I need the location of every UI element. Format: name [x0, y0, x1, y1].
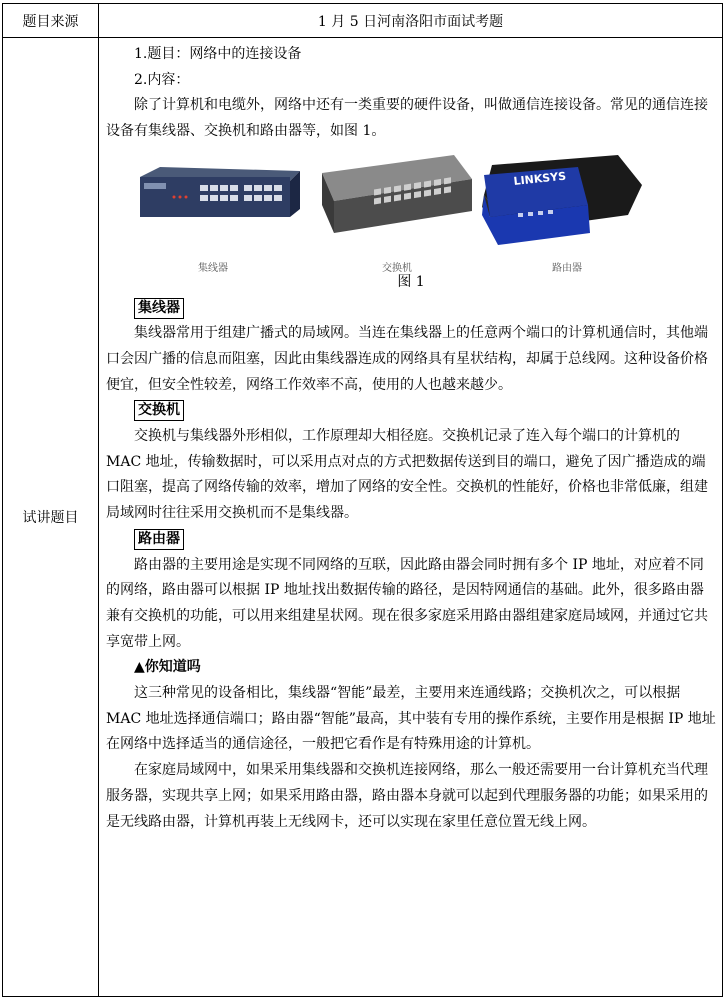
- content-cell: [99, 38, 723, 997]
- know-heading: ▲你知道吗: [134, 659, 201, 676]
- know-paragraph-1: 这三种常见的设备相比，集线器“智能”最差，主要用来连通线路；交换机次之，可以根据 MAC 地址选择通信端口；路由器“智能”最高，其中装有专用的操作系统，主要作用是根据 IP 地址在网络中选择适当的通信途径，一般把它看作是有特殊用途的计算机。: [106, 685, 716, 753]
- switch-image: [314, 155, 474, 240]
- know-paragraph-2: 在家庭局域网中，如果采用集线器和交换机连接网络，那么一般还需要用一台计算机充当代理服务器，实现共享上网；如果采用路由器，路由器本身就可以起到代理服务器的功能；如果采用的是无线路由器，计算机再装上无线网卡，还可以实现在家里任意位置无线上网。: [106, 762, 708, 830]
- switch-heading: 交换机: [134, 400, 184, 421]
- hub-heading: 集线器: [134, 298, 184, 319]
- hub-image: [140, 167, 300, 227]
- intro-paragraph: 除了计算机和电缆外，网络中还有一类重要的硬件设备，叫做通信连接设备。常见的通信连接设备有集线器、交换机和路由器等，如图 1。: [106, 97, 708, 140]
- content-row: [3, 38, 723, 997]
- header-source-label: 题目来源: [3, 4, 99, 38]
- header-source-value: 1 月 5 日河南洛阳市面试考题: [99, 4, 723, 38]
- router-image: [478, 155, 643, 247]
- header-row: [3, 4, 723, 38]
- switch-paragraph: 交换机与集线器外形相似，工作原理却大相径庭。交换机记录了连入每个端口的计算机的 MAC 地址，传输数据时，可以采用点对点的方式把数据传送到目的端口，避免了因广播造成的端口阻塞，提高了网络传输的效率，增加了网络的安全性。交换机的性能好，价格也非常低廉，组建局域网时往往采用交换机而不是集线器。: [106, 428, 708, 522]
- document-page: [2, 3, 723, 996]
- lesson-table: [2, 3, 723, 997]
- topic-line: 1.题目：网络中的连接设备: [134, 46, 302, 62]
- router-caption: 路由器: [552, 262, 582, 274]
- hub-caption: 集线器: [198, 262, 228, 274]
- hub-paragraph: 集线器常用于组建广播式的局域网。当连在集线器上的任意两个端口的计算机通信时，其他端口会因广播的信息而阻塞，因此由集线器连成的网络具有星状结构，却属于总线网。这种设备价格便宜，但安全性较差，网络工作效率不高，使用的人也越来越少。: [106, 325, 708, 393]
- devices-figure: [106, 155, 716, 274]
- router-paragraph: 路由器的主要用途是实现不同网络的互联，因此路由器会同时拥有多个 IP 地址，对应着不同的网络，路由器可以根据 IP 地址找出数据传输的路径，是因特网通信的基础。此外，很多路由器兼有交换机的功能，可以用来组建星状网。现在很多家庭采用路由器组建家庭局域网，并通过它共享宽带上网。: [106, 556, 708, 650]
- content-line: 2.内容：: [134, 71, 190, 88]
- row-label: 试讲题目: [3, 38, 99, 997]
- switch-caption: 交换机: [382, 262, 412, 274]
- router-heading: 路由器: [134, 529, 184, 550]
- figure-title: 图 1: [397, 273, 425, 290]
- router-brand-text: LINKSYS: [512, 169, 567, 188]
